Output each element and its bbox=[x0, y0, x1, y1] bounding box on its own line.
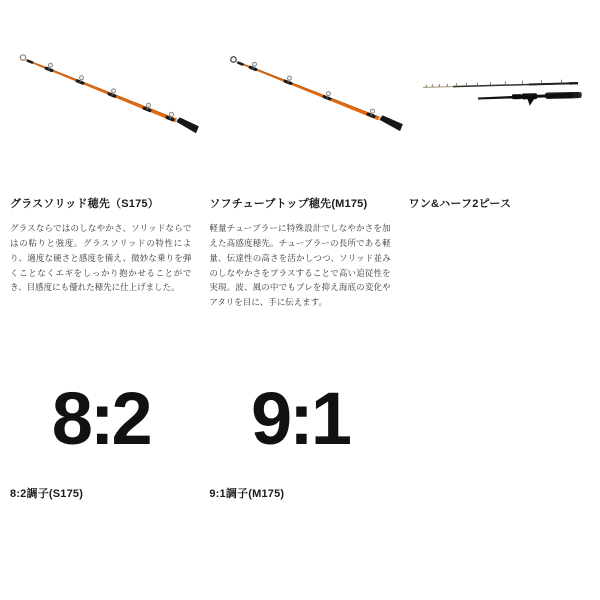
rod-figure-one-and-half bbox=[409, 30, 590, 197]
feature-body-glass-solid: グラスならではのしなやかさ、ソリッドならではの粘りと強度。グラスソリッドの特性により、適度な硬さと感度を備え、微妙な乗りを弾くことなくエギをしっかり抱かせることができ、目感度にも優れた穂先に仕上げました。 bbox=[10, 223, 192, 293]
rod-tip-section bbox=[423, 79, 578, 87]
feature-heading-soft-tube-top: ソフチューブトップ穂先(M175) bbox=[209, 198, 368, 210]
feature-columns bbox=[10, 30, 590, 310]
taper-item-82 bbox=[10, 377, 191, 501]
feature-heading-glass-solid: グラスソリッド穂先（S175） bbox=[10, 198, 159, 210]
black-two-piece-rod-image bbox=[409, 30, 590, 197]
rod-figure-soft-tube-top bbox=[209, 30, 390, 197]
rod-figure-glass-solid bbox=[10, 30, 191, 197]
feature-column-glass-solid bbox=[10, 30, 191, 310]
orange-rod-glass-solid-image bbox=[10, 30, 191, 197]
rod-butt-section bbox=[478, 92, 582, 107]
taper-ratio-91: 9:1 bbox=[251, 377, 349, 460]
taper-item-empty bbox=[409, 386, 590, 501]
feature-heading-one-and-half: ワン&ハーフ2ピース bbox=[408, 198, 512, 210]
taper-caption-82: 8:2調子(S175) bbox=[10, 488, 84, 500]
taper-caption-91: 9:1調子(M175) bbox=[209, 488, 285, 500]
feature-body-soft-tube-top: 軽量チューブラーに特殊設計でしなやかさを加えた高感度穂先。チューブラーの長所である軽量、伝達性の高さを活かしつつ、ソリッド並みのしなやかさをプラスすることで高い追従性を実現。波、風の中でもブレを抑え海底の変化やアタリを目に、手に伝えます。 bbox=[209, 223, 391, 308]
taper-item-91 bbox=[209, 377, 390, 501]
taper-ratio-82: 8:2 bbox=[51, 377, 150, 460]
taper-section bbox=[10, 377, 590, 501]
feature-column-one-and-half bbox=[409, 30, 590, 310]
feature-column-soft-tube-top bbox=[209, 30, 390, 310]
orange-rod-soft-tube-top-image bbox=[209, 30, 390, 197]
